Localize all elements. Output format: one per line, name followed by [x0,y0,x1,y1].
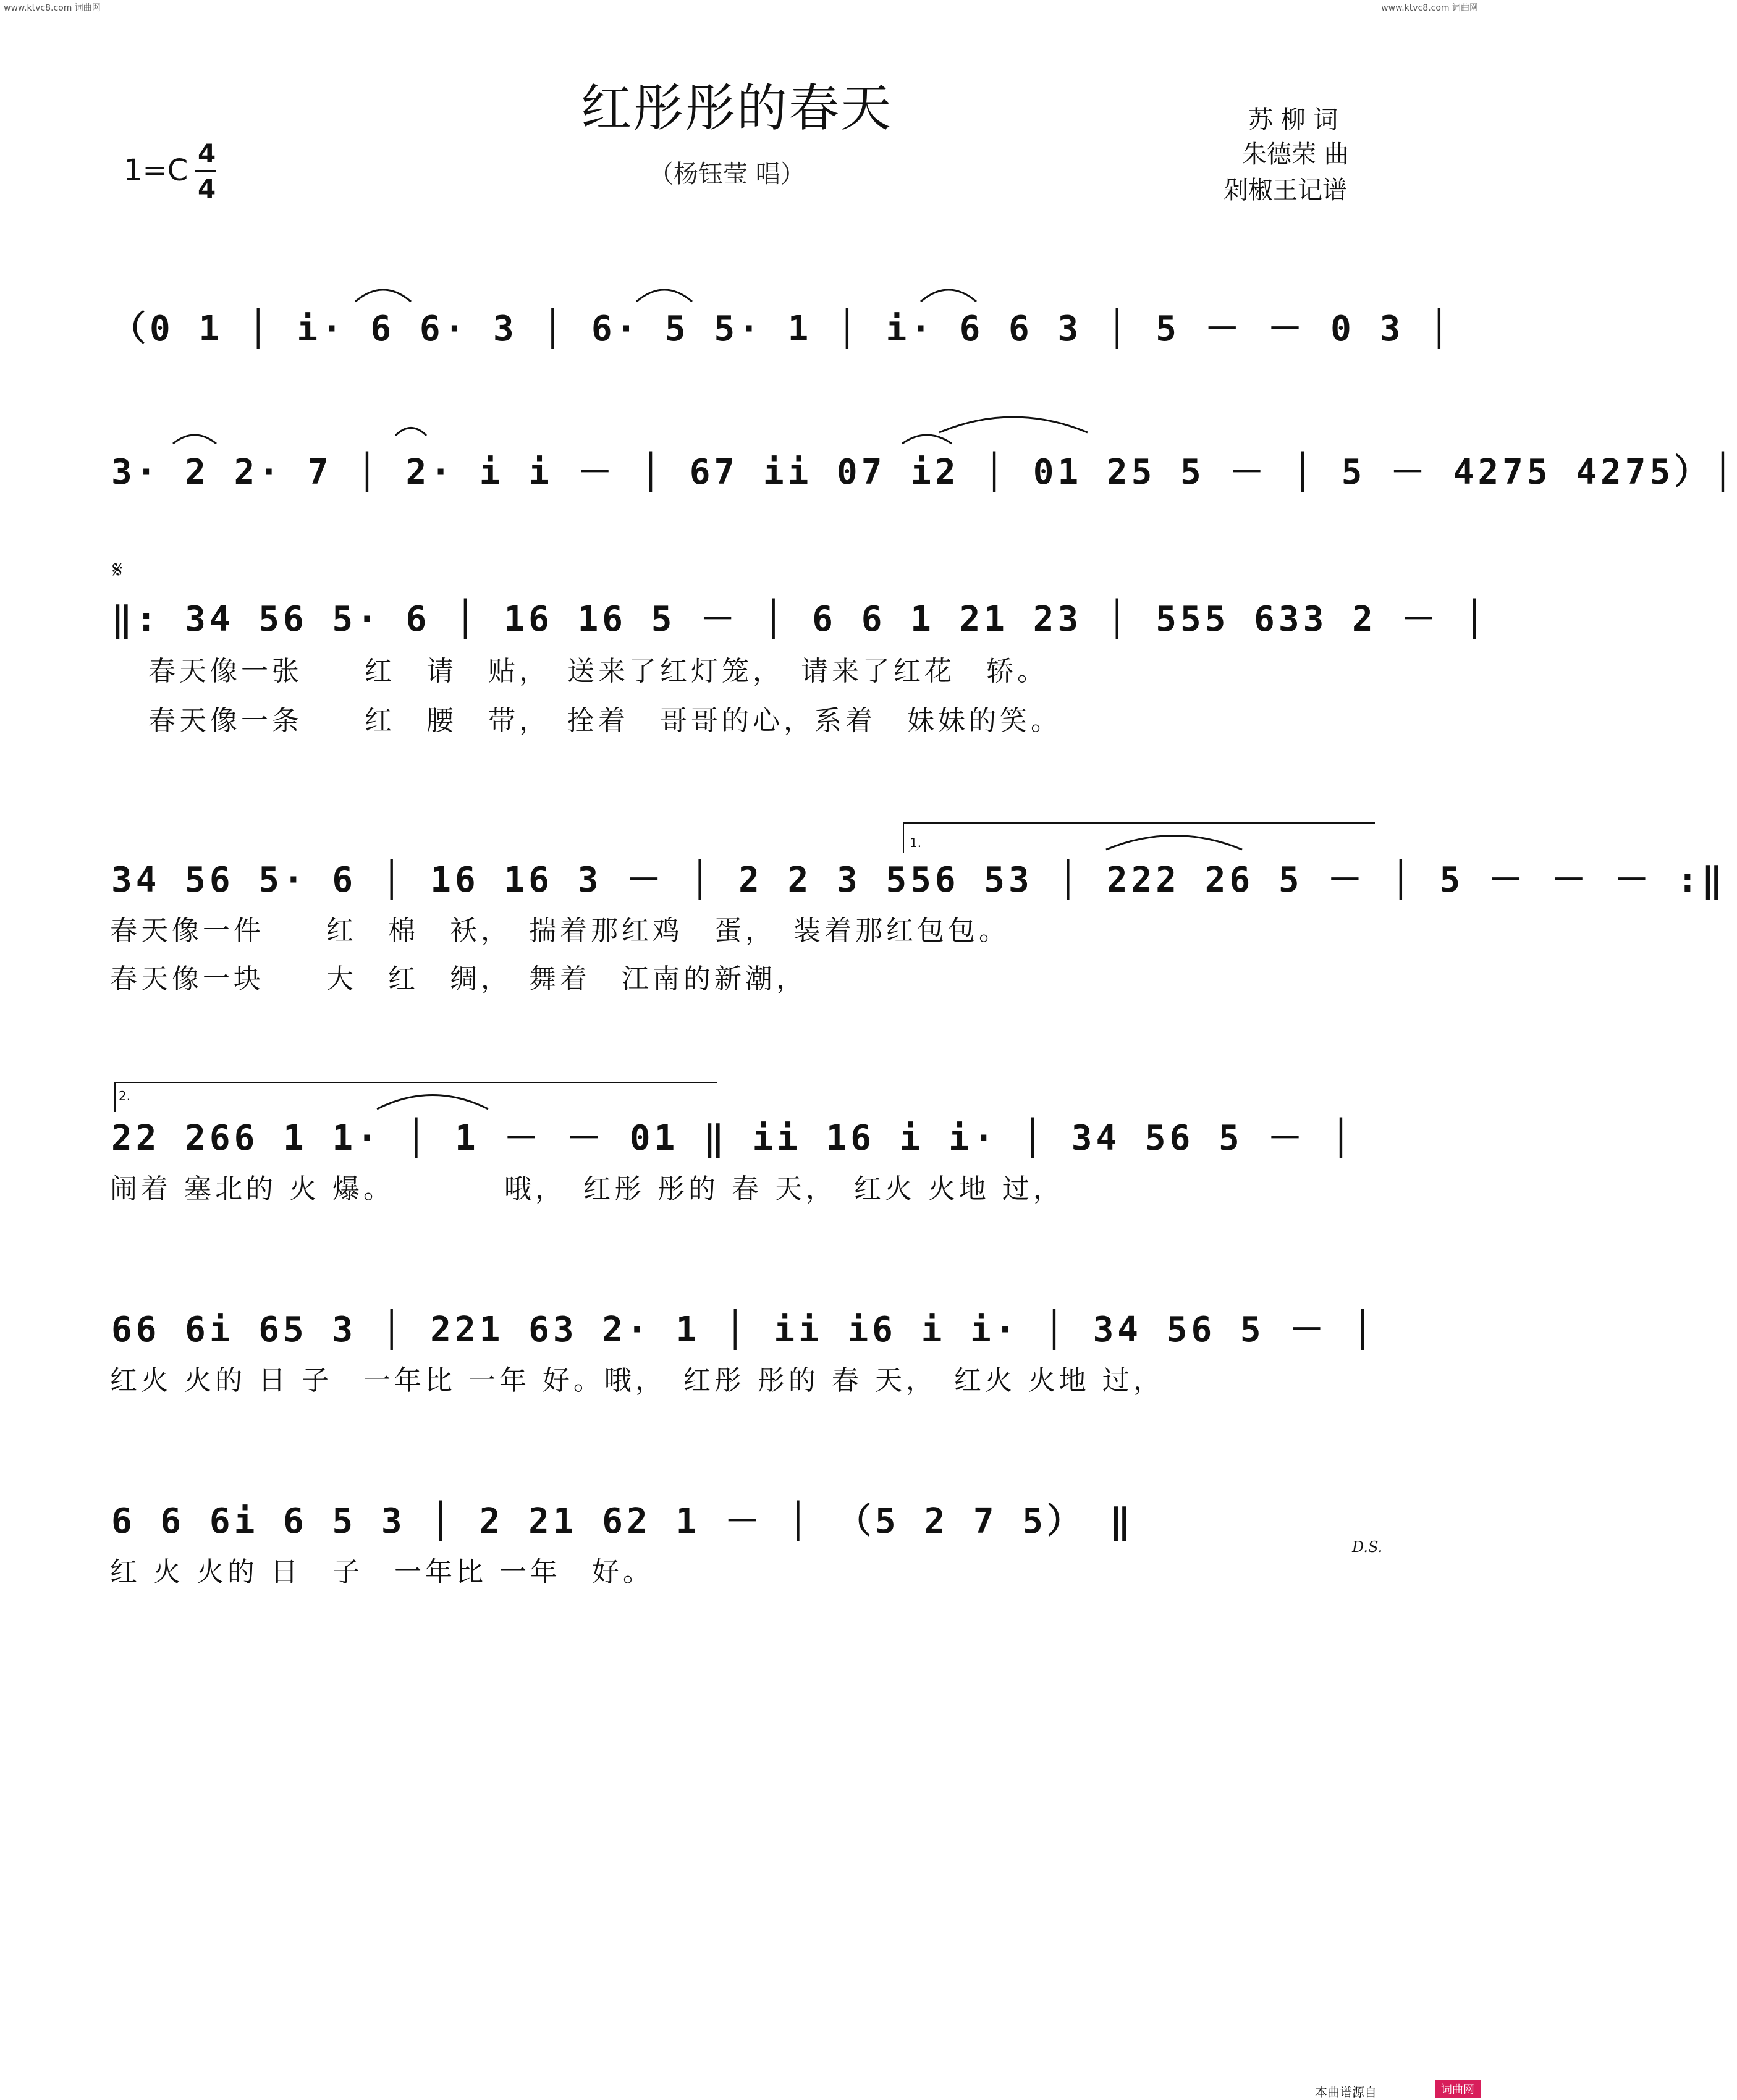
dal-segno-mark: D.S. [1352,1538,1383,1556]
composer-credit: 朱德荣 曲 [1242,140,1349,169]
footer-site-badge: 词曲网 [1435,2080,1481,2098]
system-7-lyric: 红 火 火的 日 子 一年比 一年 好。 [110,1556,654,1588]
time-signature-top: 4 [198,138,216,169]
score-system-4-notes: 34 56 5· 6 │ 16 16 3 － │ 2 2 3 556 53 │ 222 26 5 － │ 5 － － － :‖ [111,860,1726,900]
system-3-lyric-verse-1: 春天像一张 红 请 贴， 送来了红灯笼， 请来了红花 轿。 [148,656,1048,687]
transcriber-credit: 剁椒王记谱 [1224,176,1347,205]
singer-label: （杨钰莹 唱） [649,160,805,188]
segno-sign: 𝄋 [112,556,123,583]
site-watermark-left: www.ktvc8.com 词曲网 [4,3,101,13]
slur [173,435,216,444]
slur [377,1095,488,1110]
system-5-lyric: 闹着 塞北的 火 爆。 哦， 红彤 彤的 春 天， 红火 火地 过， [110,1173,1064,1205]
score-system-2-notes: 3· 2 2· 7 │ 2· i i － │ 67 ii 07 i2 │ 01 25 5 － │ 5 － 4275 4275）│ [111,452,1737,492]
score-system-6-notes: 66 6i 65 3 │ 221 63 2· 1 │ ii i6 i i· │ 34 56 5 － │ [111,1310,1377,1350]
slur [1106,836,1242,850]
volta-2-label: 2. [119,1089,131,1103]
slur [636,290,692,302]
system-4-lyric-verse-2: 春天像一块 大 红 绸， 舞着 江南的新潮， [110,963,807,995]
score-system-1-notes: （0 1 │ i· 6 6· 3 │ 6· 5 5· 1 │ i· 6 6 3 │ 5 － － 0 3 │ [111,309,1453,349]
time-signature-bottom: 4 [198,174,216,204]
footer-source-label: 本曲谱源自 [1315,2085,1377,2099]
slur [939,417,1088,432]
system-6-lyric: 红火 火的 日 子 一年比 一年 好。哦， 红彤 彤的 春 天， 红火 火地 过， [110,1365,1164,1396]
score-system-5-notes: 22 266 1 1· │ 1 － － 01 ‖ ii 16 i i· │ 34 56 5 － │ [111,1118,1355,1158]
score-system-3-notes: ‖: 34 56 5· 6 │ 16 16 5 － │ 6 6 1 21 23 │ 555 633 2 － │ [111,599,1489,639]
key-signature: 1=C [124,153,188,188]
system-3-lyric-verse-2: 春天像一条 红 腰 带， 拴着 哥哥的心，系着 妹妹的笑。 [148,705,1062,736]
site-watermark-right: www.ktvc8.com 词曲网 [1381,3,1478,13]
volta-1-bracket [903,823,1375,853]
slur [921,290,976,302]
lyricist-credit: 苏 柳 词 [1248,106,1338,134]
slur [902,435,952,444]
page-title: 红彤彤的春天 [581,79,893,138]
system-4-lyric-verse-1: 春天像一件 红 棉 袄， 揣着那红鸡 蛋， 装着那红包包。 [110,915,1010,947]
slur [355,290,411,302]
score-system-7-notes: 6 6 6i 6 5 3 │ 2 21 62 1 － │ （5 2 7 5） ‖ [111,1501,1135,1541]
volta-1-label: 1. [910,835,922,850]
slur [395,428,426,436]
